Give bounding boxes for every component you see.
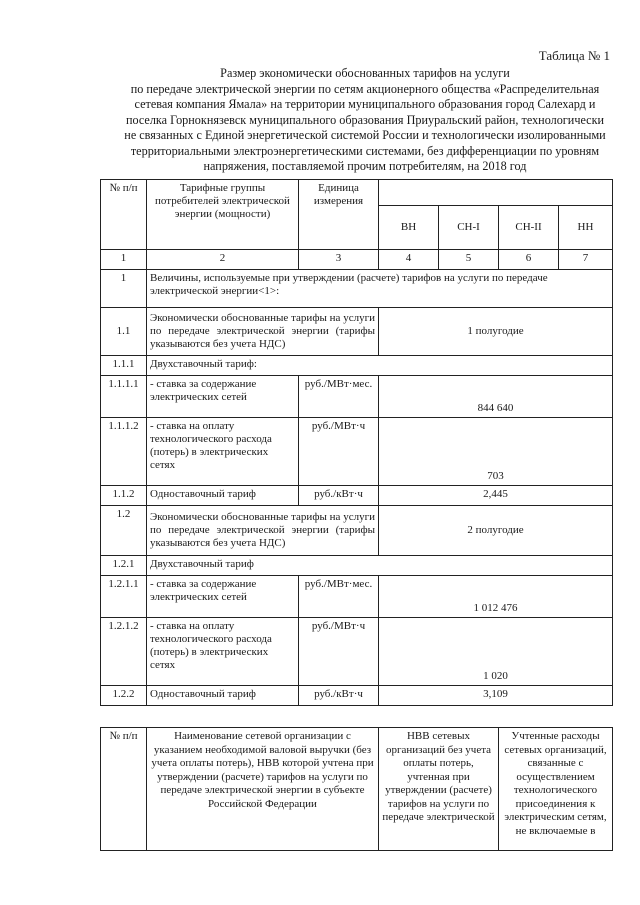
title-line: не связанных с Единой энергетической системой России и технологически изолированными [124, 128, 606, 142]
row-value: 703 [379, 418, 613, 486]
row-text: Одноставочный тариф [147, 486, 299, 506]
row-text: Одноставочный тариф [147, 686, 299, 706]
row-num: 1.2.1.1 [101, 576, 147, 618]
document-title [95, 66, 635, 175]
header-levels [379, 180, 613, 206]
title-line: напряжения, поставляемой прочим потребителям, на 2018 год [203, 159, 527, 173]
period-label: 1 полугодие [379, 308, 613, 356]
table-number: Таблица № 1 [538, 48, 610, 63]
lower-header-org: Наименование сетевой организации с указанием необходимой валовой выручки (без учета оплаты потерь), НВВ которой учтена при утверждении (расчете) тарифов на услуги по передаче электрической энергии в субъекте Российской Федерации [147, 728, 379, 851]
row-text: - ставка за содержание электрических сетей [147, 376, 299, 418]
col-number: 2 [147, 250, 299, 270]
row-text: Двухставочный тариф [147, 556, 613, 576]
period-label: 2 полугодие [379, 506, 613, 556]
col-number: 4 [379, 250, 439, 270]
title-line: Размер экономически обоснованных тарифов на услуги [220, 66, 510, 80]
row-num: 1.1 [101, 308, 147, 356]
row-text: - ставка на оплату технологического расхода (потерь) в электрических сетях [147, 418, 299, 486]
row-unit: руб./МВт·мес. [299, 376, 379, 418]
title-line: по передаче электрической энергии по сетям акционерного общества «Распределительная [130, 81, 600, 96]
row-num: 1.2 [101, 506, 147, 556]
title-line: поселка Горнокнязевск муниципального образования Приуральский район, технологически [125, 112, 605, 127]
header-nn: НН [559, 206, 613, 250]
title-line: территориальными электроэнергетическими системами, без дифференциации по уровням [130, 143, 600, 158]
header-vn: ВН [379, 206, 439, 250]
row-unit: руб./МВт·мес. [299, 576, 379, 618]
row-num: 1.2.1 [101, 556, 147, 576]
row-value: 1 020 [379, 618, 613, 686]
header-num: № п/п [101, 180, 147, 250]
col-number: 5 [439, 250, 499, 270]
lower-header-costs: Учтенные расходы сетевых организаций, связанные с осуществлением технологического присоединения к электрическим сетям, не включаемые в [499, 728, 613, 851]
row-num: 1.1.1.2 [101, 418, 147, 486]
lower-header-num: № п/п [101, 728, 147, 851]
row-text: Величины, используемые при утверждении (расчете) тарифов на услуги по передаче электрической энергии<1>: [147, 270, 613, 308]
row-unit: руб./кВт·ч [299, 486, 379, 506]
title-line: сетевая компания Ямала» на территории муниципального образования город Салехард и [134, 97, 596, 111]
col-number: 7 [559, 250, 613, 270]
row-text: - ставка за содержание электрических сетей [147, 576, 299, 618]
network-org-table [100, 727, 613, 851]
header-unit: Единица измерения [299, 180, 379, 250]
row-num: 1.1.1 [101, 356, 147, 376]
lower-header-nvv: НВВ сетевых организаций без учета оплаты потерь, учтенная при утверждении (расчете) тарифов на услуги по передаче электрической [379, 728, 499, 851]
col-number: 6 [499, 250, 559, 270]
row-unit: руб./кВт·ч [299, 686, 379, 706]
row-num: 1.1.2 [101, 486, 147, 506]
row-value: 844 640 [379, 376, 613, 418]
header-groups: Тарифные группы потребителей электрической энергии (мощности) [147, 180, 299, 250]
tariff-table [100, 179, 613, 706]
col-number: 1 [101, 250, 147, 270]
row-value: 1 012 476 [379, 576, 613, 618]
row-text: Экономически обоснованные тарифы на услуги по передаче электрической энергии (тарифы указываются без учета НДС) [147, 506, 379, 556]
header-sn1: СН-I [439, 206, 499, 250]
header-sn2: СН-II [499, 206, 559, 250]
row-value: 2,445 [379, 486, 613, 506]
row-num: 1.1.1.1 [101, 376, 147, 418]
row-unit: руб./МВт·ч [299, 418, 379, 486]
row-num: 1.2.1.2 [101, 618, 147, 686]
row-text: Экономически обоснованные тарифы на услуги по передаче электрической энергии (тарифы указываются без учета НДС) [147, 308, 379, 356]
row-text: Двухставочный тариф: [147, 356, 613, 376]
row-value: 3,109 [379, 686, 613, 706]
row-num: 1.2.2 [101, 686, 147, 706]
col-number: 3 [299, 250, 379, 270]
row-unit: руб./МВт·ч [299, 618, 379, 686]
row-num: 1 [101, 270, 147, 308]
row-text: - ставка на оплату технологического расхода (потерь) в электрических сетях [147, 618, 299, 686]
